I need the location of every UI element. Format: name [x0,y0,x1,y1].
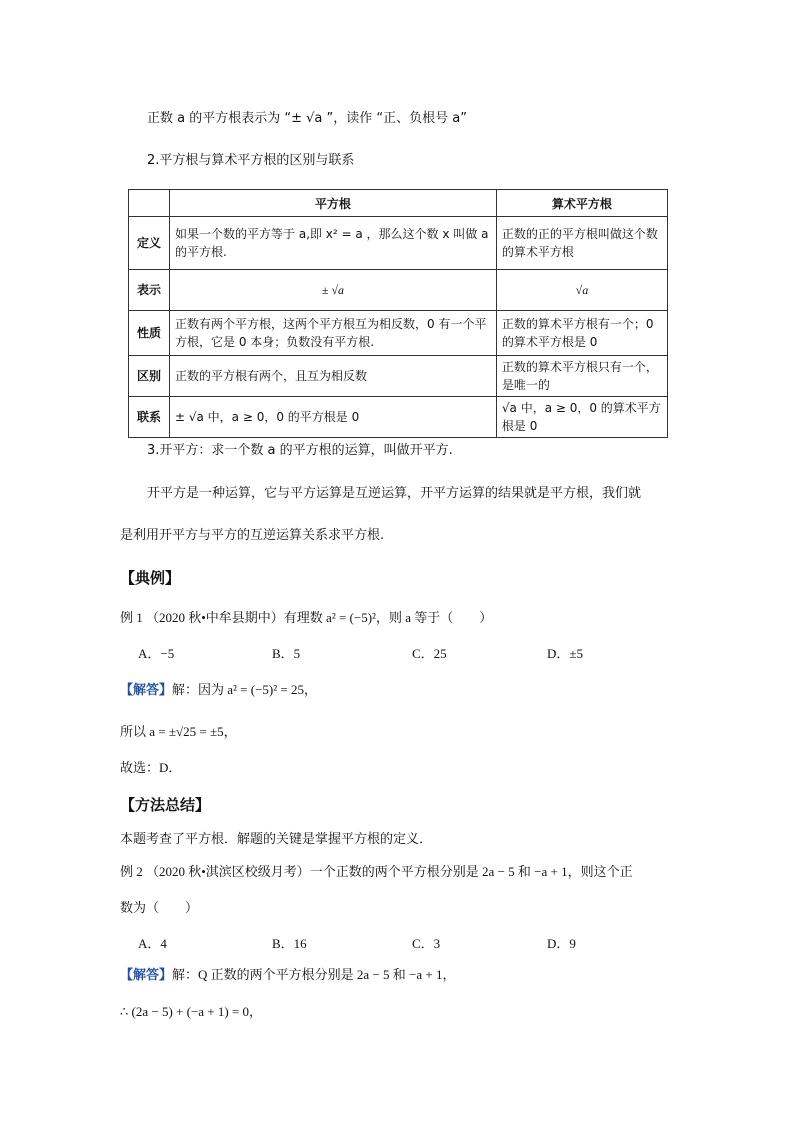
example2-answer-line2: ∴ (2a − 5) + (−a + 1) = 0， [120,1004,263,1019]
table-row [129,356,668,397]
table-cell: 正数的正的平方根叫做这个数的算术平方根 [496,217,667,270]
choice-d: D．9 [547,936,576,951]
row-label: 区别 [129,356,170,397]
intro-line: 正数 a 的平方根表示为 “± √a ”，读作 “正、负根号 a” [147,111,467,126]
table-cell: 正数的平方根有两个，且互为相反数 [170,356,497,397]
example1-question: 例 1 （2020 秋•中牟县期中）有理数 a² = (−5)²，则 a 等于（ ） [120,610,493,625]
section3-paragraph-line2: 是利用开平方与平方的互逆运算关系求平方根. [120,528,385,543]
choice-c: C．25 [412,646,447,661]
answer-line1: 解：因为 a² = (−5)² = 25， [172,682,317,697]
table-cell: √a 中，a ≥ 0，0 的算术平方根是 0 [496,397,667,438]
choice-b: B．5 [272,646,301,661]
row-label: 表示 [129,270,170,311]
table-cell: ± √a 中，a ≥ 0，0 的平方根是 0 [170,397,497,438]
table-header-arithmetic-root: 算术平方根 [496,190,667,217]
table-header-blank [129,190,170,217]
table-cell: √a [496,270,667,311]
example2-question-line1: 例 2 （2020 秋•淇滨区校级月考）一个正数的两个平方根分别是 2a − 5 和 −a + 1，则这个正 [120,864,633,879]
section3-title: 3.开平方：求一个数 a 的平方根的运算，叫做开平方. [147,443,453,458]
table-cell: 正数的算术平方根只有一个，是唯一的 [496,356,667,397]
example2-question-line2: 数为（ ） [120,900,199,915]
example1-answer-line2: 所以 a = ±√25 = ±5， [120,724,237,739]
table-header-row [129,190,668,217]
answer-tag: 【解答】 [120,967,173,982]
table-cell: ± √a [170,270,497,311]
table-row [129,217,668,270]
choice-d: D．±5 [547,646,584,661]
example1-answer [120,682,317,698]
comparison-table [128,189,668,438]
table-header-square-root: 平方根 [170,190,497,217]
table-cell: 如果一个数的平方等于 a,即 x² = a ，那么这个数 x 叫做 a 的平方根. [170,217,497,270]
example1-answer-line3: 故选：D． [120,760,182,775]
table-row [129,311,668,356]
table-cell: 正数有两个平方根，这两个平方根互为相反数，0 有一个平方根，它是 0 本身；负数没有平方根. [170,311,497,356]
row-label: 联系 [129,397,170,438]
table-row [129,397,668,438]
choice-a: A．−5 [138,646,175,661]
examples-heading: 【典例】 [120,569,181,587]
choice-b: B．16 [272,936,307,951]
row-label: 性质 [129,311,170,356]
row-label: 定义 [129,217,170,270]
choice-c: C．3 [412,936,441,951]
method-heading: 【方法总结】 [120,796,211,814]
method-text: 本题考查了平方根．解题的关键是掌握平方根的定义． [120,832,433,847]
table-cell: 正数的算术平方根有一个；0 的算术平方根是 0 [496,311,667,356]
answer-tag: 【解答】 [120,682,173,697]
table-row [129,270,668,311]
section2-title: 2.平方根与算术平方根的区别与联系 [147,153,355,168]
example2-answer [120,967,455,983]
answer-line1: 解：Q 正数的两个平方根分别是 2a − 5 和 −a + 1， [172,967,456,982]
choice-a: A．4 [138,936,167,951]
section3-paragraph-line1: 开平方是一种运算，它与平方运算是互逆运算，开平方运算的结果就是平方根，我们就 [147,486,642,501]
